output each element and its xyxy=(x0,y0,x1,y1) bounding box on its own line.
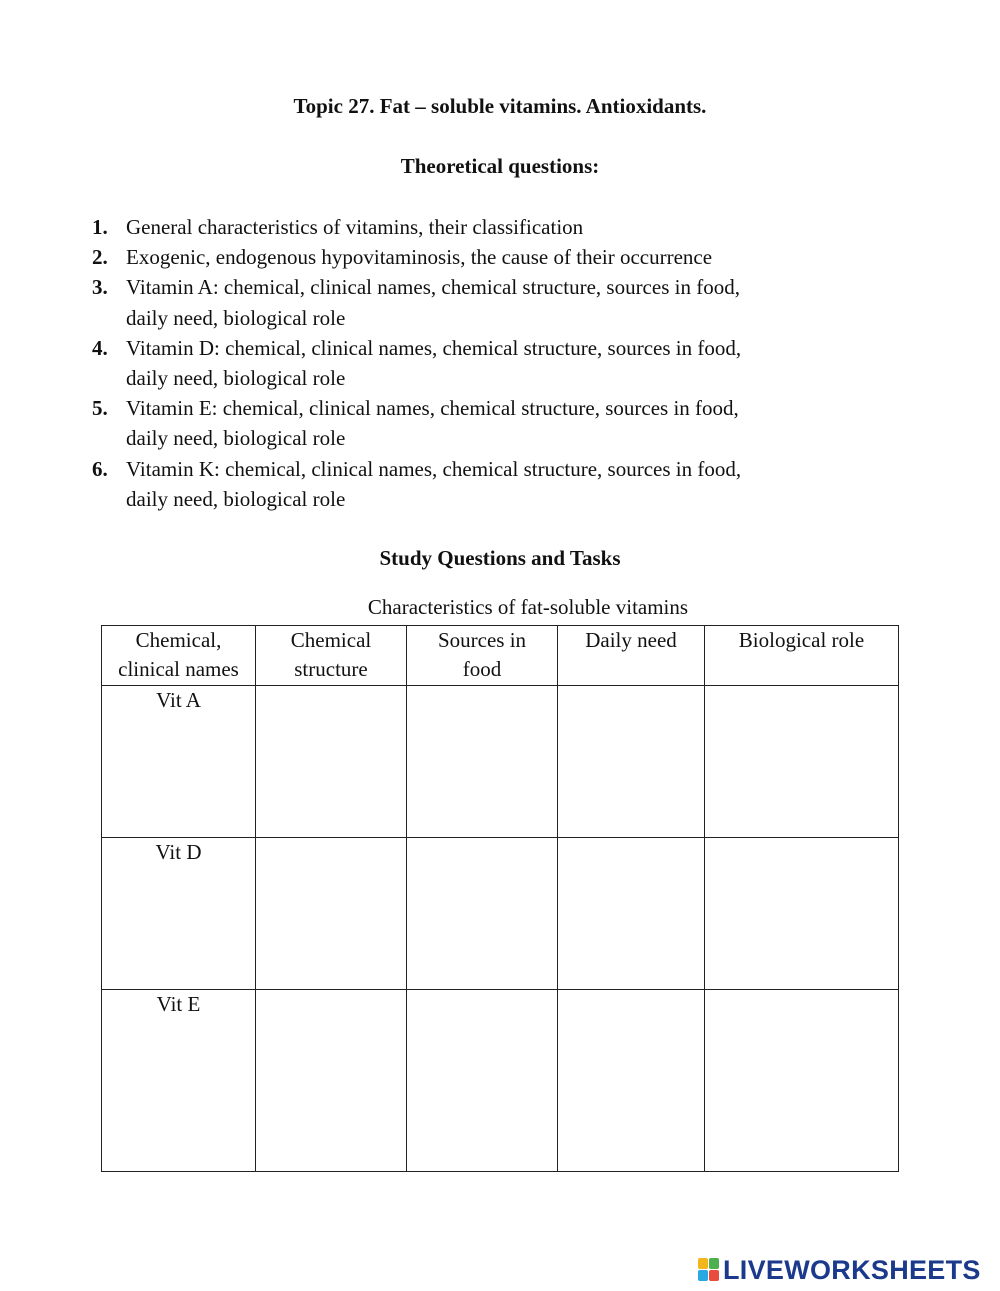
header-line: Daily need xyxy=(585,628,677,652)
question-text xyxy=(126,333,832,393)
question-number: 4. xyxy=(92,335,108,360)
column-header-sources xyxy=(407,626,558,686)
question-item xyxy=(92,393,832,453)
study-questions-heading: Study Questions and Tasks xyxy=(379,546,621,570)
question-line: daily need, biological role xyxy=(126,486,346,511)
theoretical-questions-list xyxy=(92,212,832,514)
answer-cell-sources[interactable] xyxy=(407,838,558,990)
question-text xyxy=(126,454,832,514)
column-header-daily-need xyxy=(558,626,705,686)
question-number: 2. xyxy=(92,245,108,270)
row-label: Vit D xyxy=(102,838,256,990)
logo-mark-icon xyxy=(698,1258,720,1282)
column-header-structure xyxy=(256,626,407,686)
theoretical-questions-heading: Theoretical questions: xyxy=(400,154,600,178)
header-line: structure xyxy=(294,657,368,681)
liveworksheets-logo xyxy=(698,1256,981,1284)
question-line: daily need, biological role xyxy=(126,426,346,451)
question-text xyxy=(126,393,832,453)
row-label: Vit E xyxy=(102,990,256,1172)
answer-cell-biological-role[interactable] xyxy=(705,686,899,838)
answer-cell-sources[interactable] xyxy=(407,686,558,838)
column-header-names xyxy=(102,626,256,686)
question-line: Vitamin E: chemical, clinical names, chemical structure, sources in food, xyxy=(126,396,739,421)
question-number: 5. xyxy=(92,396,108,421)
header-line: Biological role xyxy=(738,628,865,652)
row-label: Vit A xyxy=(102,686,256,838)
question-number: 3. xyxy=(92,275,108,300)
answer-cell-daily-need[interactable] xyxy=(558,838,705,990)
question-text xyxy=(126,242,832,272)
answer-cell-sources[interactable] xyxy=(407,990,558,1172)
answer-cell-daily-need[interactable] xyxy=(558,686,705,838)
header-line: Chemical, xyxy=(135,628,222,652)
question-text xyxy=(126,212,832,242)
question-line: daily need, biological role xyxy=(126,366,346,391)
table-row xyxy=(102,686,899,838)
question-item xyxy=(92,212,832,242)
question-number: 6. xyxy=(92,456,108,481)
answer-cell-biological-role[interactable] xyxy=(705,990,899,1172)
answer-cell-daily-need[interactable] xyxy=(558,990,705,1172)
question-text xyxy=(126,272,832,332)
header-line: clinical names xyxy=(118,657,239,681)
question-item xyxy=(92,272,832,332)
table-row xyxy=(102,990,899,1172)
answer-cell-structure[interactable] xyxy=(256,686,407,838)
question-item xyxy=(92,333,832,393)
answer-cell-structure[interactable] xyxy=(256,838,407,990)
answer-cell-structure[interactable] xyxy=(256,990,407,1172)
question-line: Vitamin K: chemical, clinical names, chemical structure, sources in food, xyxy=(126,456,742,481)
table-row xyxy=(102,838,899,990)
answer-cell-biological-role[interactable] xyxy=(705,838,899,990)
question-line: Vitamin A: chemical, clinical names, chemical structure, sources in food, xyxy=(126,275,740,300)
question-item xyxy=(92,242,832,272)
column-header-biological-role xyxy=(705,626,899,686)
table-header-row xyxy=(102,626,899,686)
question-line: General characteristics of vitamins, their classification xyxy=(126,215,584,239)
question-line: Exogenic, endogenous hypovitaminosis, the cause of their occurrence xyxy=(126,245,713,270)
question-item xyxy=(92,454,832,514)
question-number: 1. xyxy=(92,215,108,239)
vitamins-table xyxy=(101,625,899,1172)
table-caption: Characteristics of fat-soluble vitamins xyxy=(367,595,689,619)
page-title: Topic 27. Fat – soluble vitamins. Antioxidants. xyxy=(293,94,707,118)
logo-text: LIVEWORKSHEETS xyxy=(723,1255,981,1285)
question-line: daily need, biological role xyxy=(126,305,346,330)
header-line: food xyxy=(462,657,502,681)
header-line: Sources in xyxy=(437,628,527,652)
question-line: Vitamin D: chemical, clinical names, chemical structure, sources in food, xyxy=(126,335,742,360)
header-line: Chemical xyxy=(290,628,372,652)
